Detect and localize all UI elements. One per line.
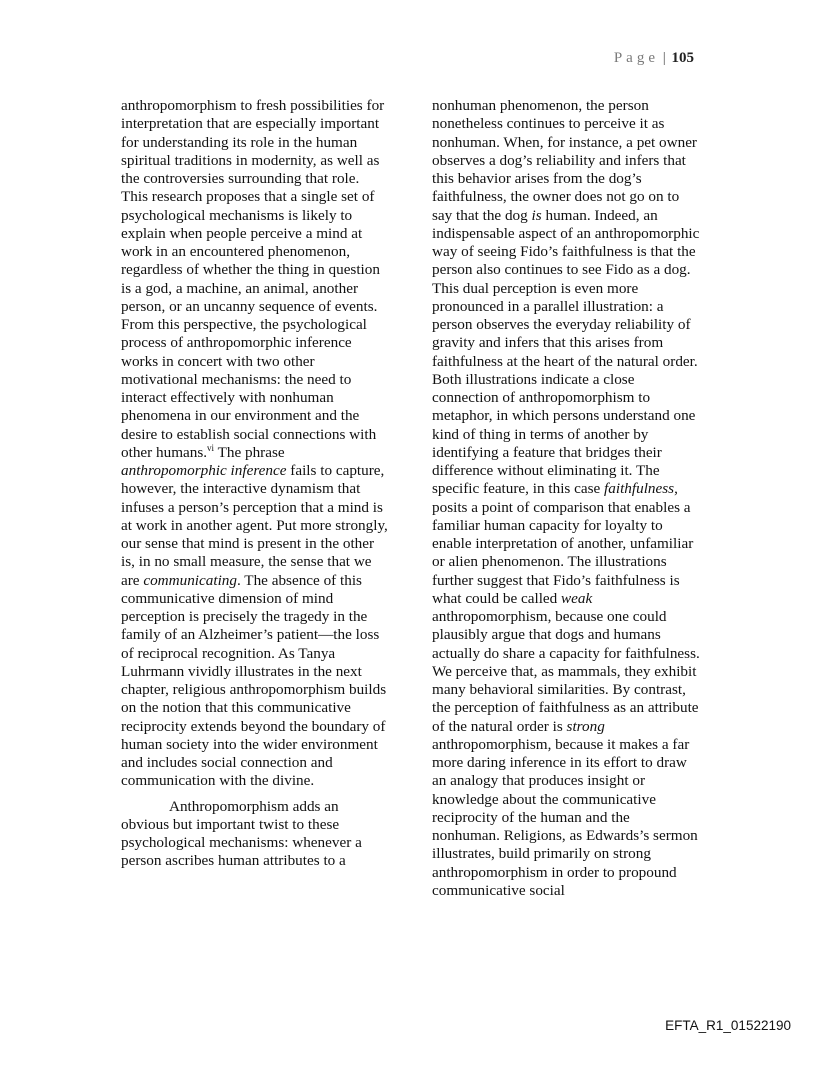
page-separator: | <box>662 50 666 66</box>
left-paragraph-2 <box>121 798 389 871</box>
italic-term: communicating <box>143 571 237 589</box>
text-run: . The absence of this communicative dimension of mind perception is precisely the tragedy in the family of an Alzheimer’s patient—the loss of reciprocal recognition. As Tanya Luhrmann vividly illustrates in the next chapter, religious anthropomorphism builds on the notion that this communicative reciprocity extends beyond the boundary of human society into the wider environment and includes social connection and communication with the divine. <box>121 571 387 790</box>
left-paragraph-1 <box>121 97 389 791</box>
italic-term: strong <box>566 717 605 735</box>
left-column <box>121 97 389 871</box>
text-run: , posits a point of comparison that enables a familiar human capacity for loyalty to enable interpretation of another, unfamiliar or alien phenomenon. The illustrations further suggest that Fido’s faithfulness is what could be called <box>432 480 694 607</box>
text-run: nonhuman phenomenon, the person nonetheless continues to perceive it as nonhuman. When, for instance, a pet owner observes a dog’s reliability and infers that this behavior arises from the dog’s faithfulness, the owner does not go on to say that the dog <box>432 97 697 224</box>
text-run: Anthropomorphism adds an obvious but important twist to these psychological mechanisms: whenever a person ascribes human attributes to a <box>121 797 362 870</box>
document-id: EFTA_R1_01522190 <box>665 1018 791 1033</box>
endnote-ref-vi: vi <box>207 442 215 453</box>
text-run: The phrase <box>214 443 285 461</box>
text-run: anthropomorphism, because it makes a far more daring inference in its effort to draw an analogy that produces insight or knowledge about the communicative reciprocity of the human and the nonhuman. Religions, as Edwards’s sermon illustrates, build primarily on strong anthropomorphism in order to propound communicative social <box>432 735 698 899</box>
page-header <box>614 50 694 67</box>
page-number: 105 <box>671 50 694 66</box>
italic-term: is <box>531 206 542 224</box>
text-run: anthropomorphism, because one could plausibly argue that dogs and humans actually do share a capacity for faithfulness. We perceive that, as mammals, they exhibit many behavioral similarities. By contrast, the perception of faithfulness as an attribute of the natural order is <box>432 608 700 735</box>
italic-term: anthropomorphic inference <box>121 462 287 479</box>
right-paragraph-1 <box>432 97 700 900</box>
italic-term: weak <box>561 589 593 607</box>
right-column <box>432 97 700 900</box>
italic-term: faithfulness <box>604 480 675 498</box>
text-run: anthropomorphism to fresh possibilities for interpretation that are especially important for understanding its role in the human spiritual traditions in modernity, as well as the controversies surrounding that role. This research proposes that a single set of psychological mechanisms is likely to explain when people perceive a mind at work in an encountered phenomenon, regardless of whether the thing in question is a god, a machine, an animal, another person, or an uncanny sequence of events. From this perspective, the psychological process of anthropomorphic inference works in concert with two other motivational mechanisms: the need to interact effectively with nonhuman phenomena in our environment and the desire to establish social connections with other humans. <box>121 97 385 461</box>
text-run: human. Indeed, an indispensable aspect of an anthropomorphic way of seeing Fido’s faithfulness is that the person also continues to see Fido as a dog. This dual perception is even more pronounced in a parallel illustration: a person observes the everyday reliability of gravity and infers that this arises from faithfulness at the heart of the natural order. Both illustrations indicate a close connection of anthropomorphism to metaphor, in which persons understand one kind of thing in terms of another by identifying a feature that bridges their difference without eliminating it. The specific feature, in this case <box>432 206 700 498</box>
page-label: Page <box>613 50 659 66</box>
text-run: fails to capture, however, the interactive dynamism that infuses a person’s perception that a mind is at work in another agent. Put more strongly, our sense that mind is present in the other is, in no small measure, the sense that we are <box>121 462 388 589</box>
